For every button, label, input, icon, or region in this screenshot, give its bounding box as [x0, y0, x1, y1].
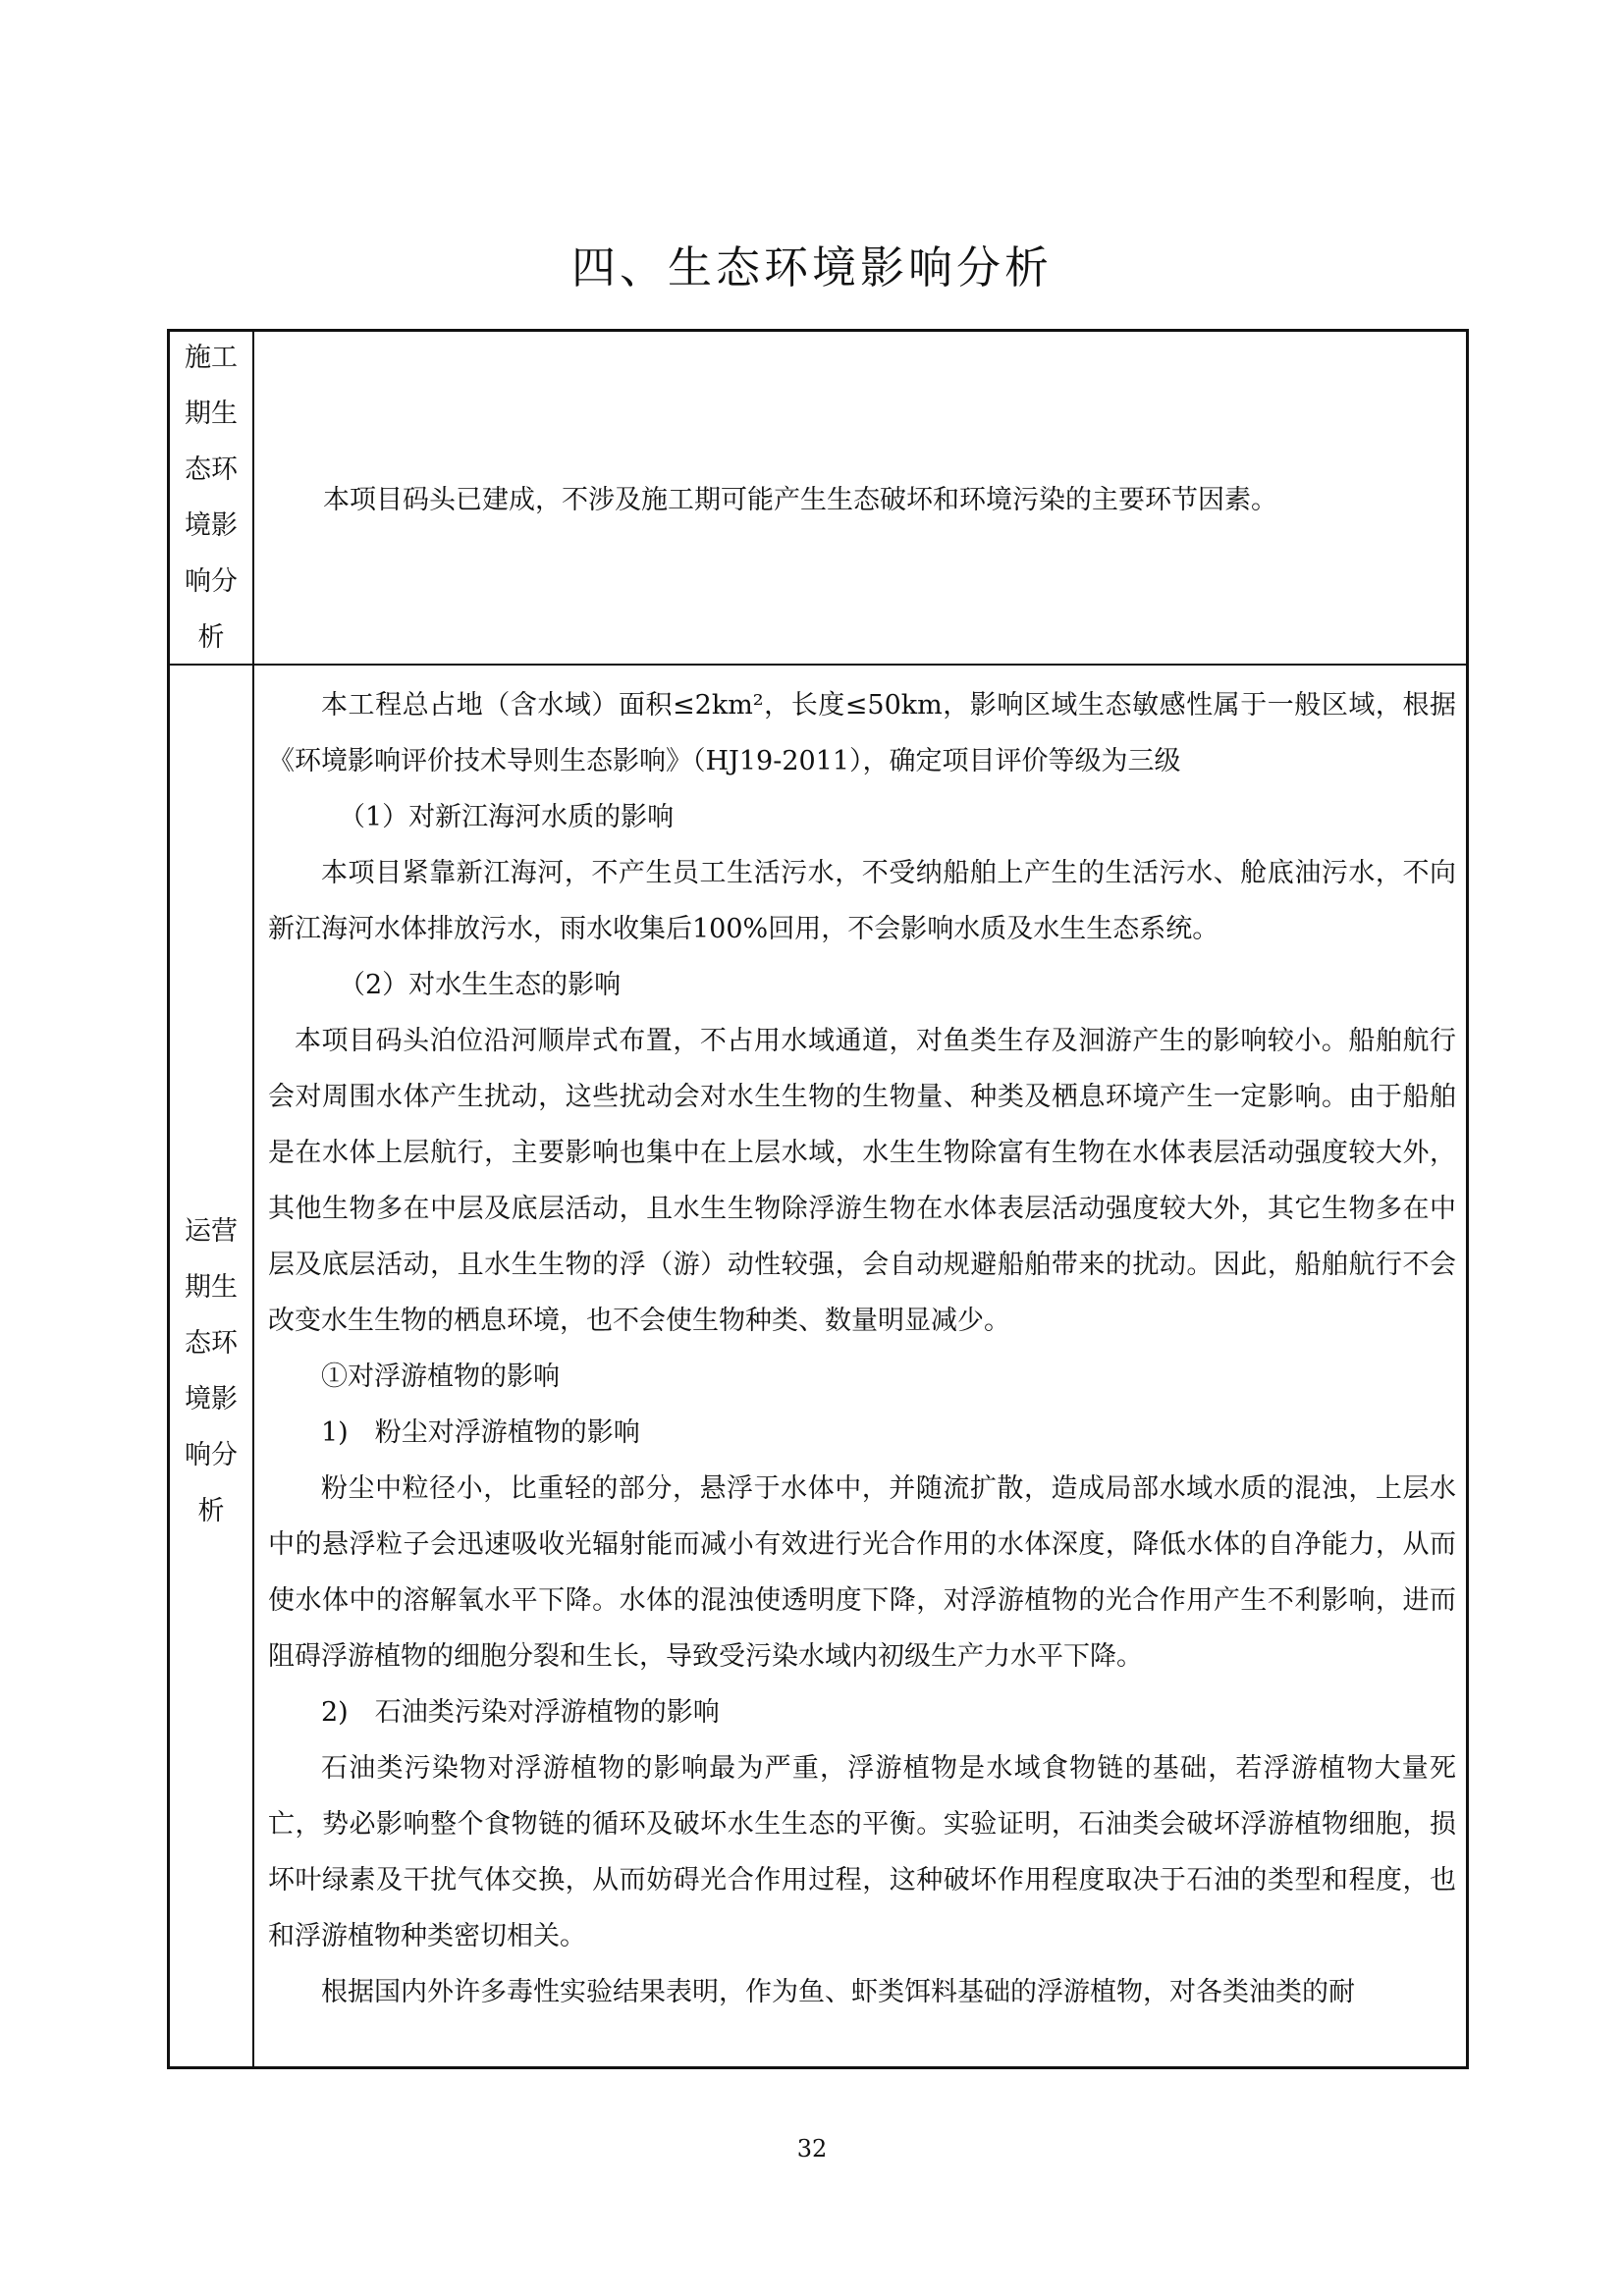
page-number: 32	[796, 2135, 828, 2163]
heading-dust-impact: 1) 粉尘对浮游植物的影响	[321, 1417, 640, 1448]
construction-text: 本项目码头已建成，不涉及施工期可能产生生态破坏和环境污染的主要环节因素。	[323, 484, 1277, 515]
operation-row	[170, 664, 1466, 2066]
construction-label-cell	[170, 332, 254, 664]
operation-label-cell	[170, 666, 254, 2066]
heading-aquatic-ecology: （2）对水生生态的影响	[339, 970, 622, 1000]
analysis-table	[167, 329, 1469, 2069]
heading-phytoplankton: ①对浮游植物的影响	[321, 1362, 560, 1392]
construction-row	[170, 332, 1466, 664]
paragraph-oil-impact: 石油类污染物对浮游植物的影响最为严重，浮游植物是水域食物链的基础，若浮游植物大量死亡，势必影响整个食物链的循环及破坏水生生态的平衡。实验证明，石油类会破坏浮游植物细胞，损坏叶绿素及干扰气体交换，从而妨碍光合作用过程，这种破坏作用程度取决于石油的类型和程度，也和浮游植物种类密切相关。	[268, 1753, 1456, 1951]
paragraph-water-quality: 本项目紧靠新江海河，不产生员工生活污水，不受纳船舶上产生的生活污水、舱底油污水，不向新江海河水体排放污水，雨水收集后100%回用，不会影响水质及水生生态系统。	[268, 858, 1456, 944]
heading-water-quality: （1）对新江海河水质的影响	[339, 802, 675, 832]
paragraph-aquatic-ecology: 本项目码头泊位沿河顺岸式布置，不占用水域通道，对鱼类生存及洄游产生的影响较小。船舶航行会对周围水体产生扰动，这些扰动会对水生生物的生物量、种类及栖息环境产生一定影响。由于船舶是在水体上层航行，主要影响也集中在上层水域，水生生物除富有生物在水体表层活动强度较大外，其他生物多在中层及底层活动，且水生生物除浮游生物在水体表层活动强度较大外，其它生物多在中层及底层活动，且水生生物的浮（游）动性较强，会自动规避船舶带来的扰动。因此，船舶航行不会改变水生生物的栖息环境，也不会使生物种类、数量明显减少。	[268, 1026, 1456, 1336]
heading-oil-impact: 2) 石油类污染对浮游植物的影响	[321, 1697, 720, 1728]
page-title: 四、生态环境影响分析	[570, 241, 1053, 294]
construction-content-cell	[254, 332, 1466, 664]
construction-label: 施工期生态环境影响分析	[185, 343, 238, 653]
operation-label: 运营期生态环境影响分析	[185, 1215, 238, 1526]
paragraph-dust-impact: 粉尘中粒径小，比重轻的部分，悬浮于水体中，并随流扩散，造成局部水域水质的混浊，上层水中的悬浮粒子会迅速吸收光辐射能而减小有效进行光合作用的水体深度，降低水体的自净能力，从而使水体中的溶解氧水平下降。水体的混浊使透明度下降，对浮游植物的光合作用产生不利影响，进而阻碍浮游植物的细胞分裂和生长，导致受污染水域内初级生产力水平下降。	[268, 1473, 1456, 1672]
operation-content-cell	[254, 666, 1466, 2066]
paragraph-evaluation-grade: 本工程总占地（含水域）面积≤2km²，长度≤50km，影响区域生态敏感性属于一般区域，根据《环境影响评价技术导则生态影响》（HJ19-2011），确定项目评价等级为三级	[268, 690, 1456, 776]
paragraph-toxicity-results: 根据国内外许多毒性实验结果表明，作为鱼、虾类饵料基础的浮游植物，对各类油类的耐	[321, 1977, 1355, 2007]
